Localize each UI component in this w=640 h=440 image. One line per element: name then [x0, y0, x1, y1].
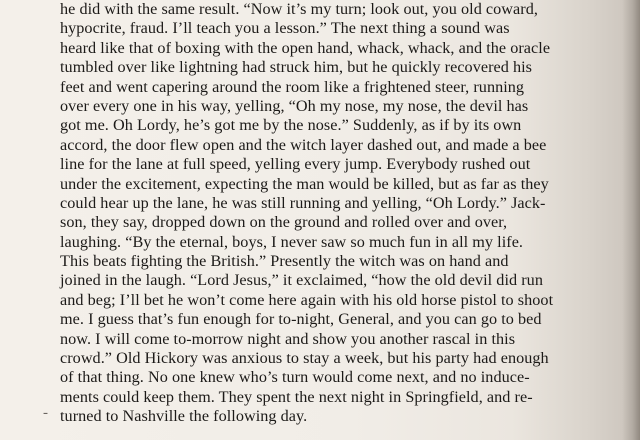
- text-line: crowd.” Old Hickory was anxious to stay a week, but his party had enough: [60, 349, 549, 368]
- text-line: ments could keep them. They spent the next night in Springfield, and re-: [60, 387, 533, 406]
- page-text: [60, 0, 640, 427]
- text-line: heard like that of boxing with the open hand, whack, whack, and the oracle: [60, 38, 551, 57]
- text-line: me. I guess that’s fun enough for to-night, General, and you can go to bed: [60, 310, 542, 329]
- text-line: over every one in his way, yelling, “Oh my nose, my nose, the devil has: [60, 96, 529, 115]
- text-line: joined in the laugh. “Lord Jesus,” it exclaimed, “how the old devil did run: [60, 271, 543, 290]
- text-line: could hear up the lane, he was still running and yelling, “Oh Lordy.” Jack-: [60, 193, 546, 212]
- text-line: he did with the same result. “Now it’s my turn; look out, you old coward,: [60, 0, 538, 18]
- text-line: tumbled over like lightning had struck him, but he quickly recovered his: [60, 58, 533, 77]
- text-line: of that thing. No one knew who’s turn would come next, and no induce-: [60, 368, 530, 387]
- margin-mark: -: [43, 405, 48, 421]
- text-line: son, they say, dropped down on the ground and rolled over and over,: [60, 213, 508, 232]
- text-line: now. I will come to-morrow night and show you another rascal in this: [60, 329, 516, 348]
- text-line: accord, the door flew open and the witch layer dashed out, and made a bee: [60, 135, 547, 154]
- text-line: under the excitement, expecting the man would be killed, but as far as they: [60, 174, 549, 193]
- page-edge-shadow: [622, 0, 640, 440]
- text-line: laughing. “By the eternal, boys, I never saw so much fun in all my life.: [60, 232, 524, 251]
- text-line: feet and went capering around the room like a frightened steer, running: [60, 77, 525, 96]
- text-line: turned to Nashville the following day.: [60, 407, 308, 426]
- text-line: got me. Oh Lordy, he’s got me by the nose.” Suddenly, as if by its own: [60, 116, 522, 135]
- text-line: and beg; I’ll bet he won’t come here again with his old horse pistol to shoot: [60, 290, 554, 309]
- text-line: This beats fighting the British.” Presently the witch was on hand and: [60, 252, 509, 271]
- text-line: line for the lane at full speed, yelling every jump. Everybody rushed out: [60, 155, 531, 174]
- text-line: hypocrite, fraud. I’ll teach you a lesson.” The next thing a sound was: [60, 19, 510, 38]
